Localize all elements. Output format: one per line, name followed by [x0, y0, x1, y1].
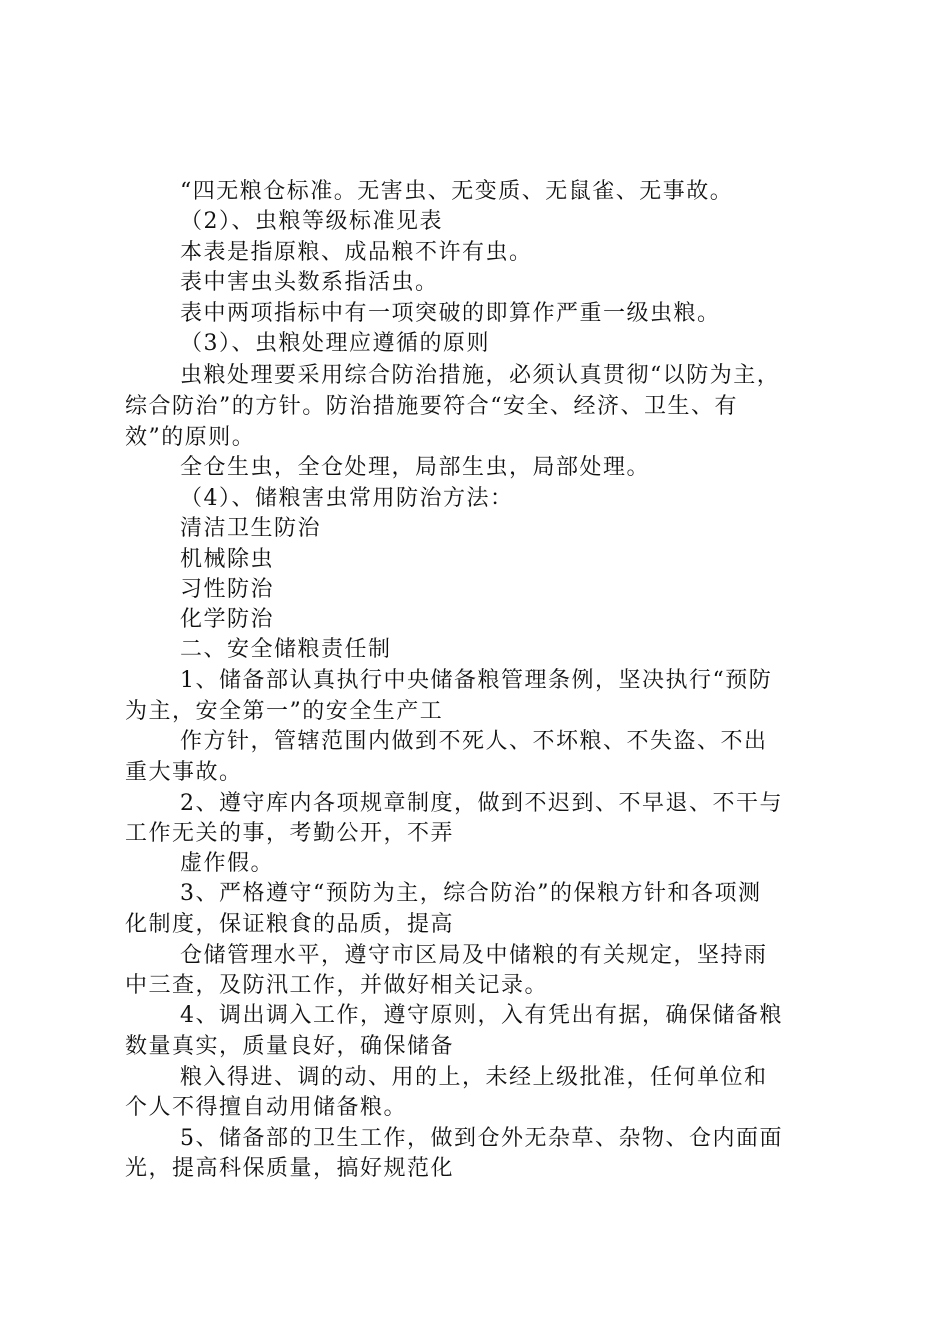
list-item: 习性防治 — [180, 577, 275, 602]
text-line: “四无粮仓标准。无害虫、无变质、无鼠雀、无事故。 — [180, 179, 734, 204]
section-heading: 二、安全储粮责任制 — [180, 637, 392, 662]
text-line: 全仓生虫，全仓处理，局部生虫，局部处理。 — [180, 455, 651, 480]
text-line: 数量真实，质量良好，确保储备 — [125, 1034, 455, 1059]
text-line: 重大事故。 — [125, 760, 243, 785]
list-item: 机械除虫 — [180, 547, 275, 572]
text-line: 5、储备部的卫生工作，做到仓外无杂草、杂物、仓内面面 — [180, 1126, 783, 1151]
list-item: 清洁卫生防治 — [180, 516, 322, 541]
text-line: 效”的原则。 — [125, 425, 256, 450]
text-line: 虫粮处理要采用综合防治措施，必须认真贯彻“以防为主， — [180, 363, 781, 388]
text-line: 粮入得进、调的动、用的上，未经上级批准，任何单位和 — [180, 1065, 768, 1090]
text-line: 化制度，保证粮食的品质，提高 — [125, 912, 455, 937]
text-line: 中三查，及防汛工作，并做好相关记录。 — [125, 973, 549, 998]
text-line: 虚作假。 — [180, 851, 275, 876]
text-line: 综合防治”的方针。防治措施要符合“安全、经济、卫生、有 — [125, 394, 738, 419]
text-line: 本表是指原粮、成品粮不许有虫。 — [180, 240, 533, 265]
text-line: 表中两项指标中有一项突破的即算作严重一级虫粮。 — [180, 301, 721, 326]
text-line: 1、储备部认真执行中央储备粮管理条例，坚决执行“预防 — [180, 668, 773, 693]
text-line: 仓储管理水平，遵守市区局及中储粮的有关规定，坚持雨 — [180, 943, 768, 968]
section-heading: （3）、虫粮处理应遵循的原则 — [180, 331, 490, 356]
text-line: 2、遵守库内各项规章制度，做到不迟到、不早退、不干与 — [180, 791, 783, 816]
text-line: 3、严格遵守“预防为主，综合防治”的保粮方针和各项测 — [180, 881, 762, 906]
text-line: （2）、虫粮等级标准见表 — [180, 209, 443, 234]
text-line: 个人不得擅自动用储备粮。 — [125, 1095, 408, 1120]
text-line: 4、调出调入工作，遵守原则，入有凭出有据，确保储备粮 — [180, 1003, 783, 1028]
list-item: 化学防治 — [180, 607, 275, 632]
text-line: 表中害虫头数系指活虫。 — [180, 270, 439, 295]
text-line: 作方针，管辖范围内做到不死人、不坏粮、不失盗、不出 — [180, 729, 768, 754]
text-line: 光，提高科保质量，搞好规范化 — [125, 1156, 455, 1181]
text-line: 工作无关的事，考勤公开，不弄 — [125, 821, 455, 846]
text-line: 为主，安全第一”的安全生产工 — [125, 699, 444, 724]
section-heading: （4）、储粮害虫常用防治方法： — [180, 486, 514, 511]
